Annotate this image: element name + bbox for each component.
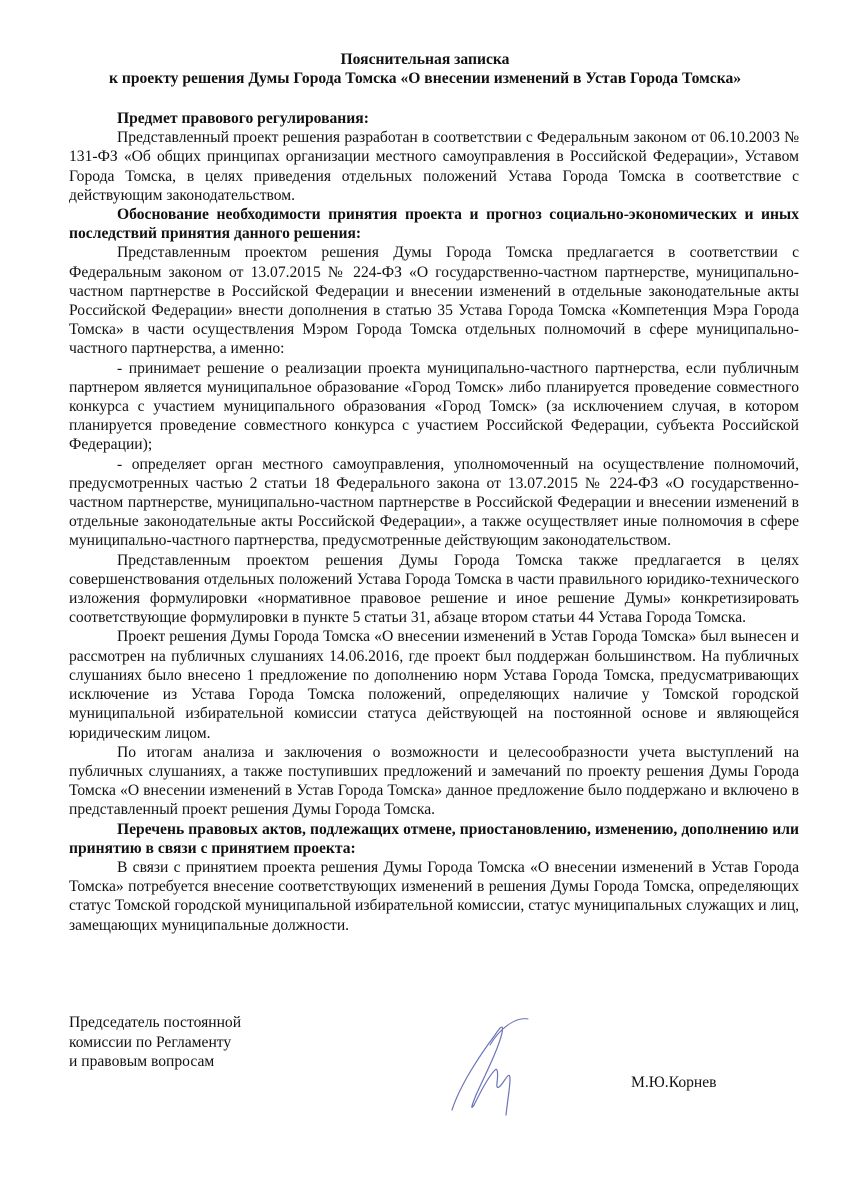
rationale-paragraph-1: Представленным проектом решения Думы Города Томска предлагается в соответствии с Федеральным законом от 13.07.2015 № 224-ФЗ «О государственно-частном партнерстве, муниципально-частном партнерстве в Российской Федерации и внесении изменений в отдельные законодательные акты Российской Федерации» внести дополнения в статью 35 Устава Города Томска «Компетенция Мэра Города Томска» в части осуществления Мэром Города Томска отдельных полномочий в сфере муниципально-частного партнерства, а именно: — [69, 244, 799, 358]
rationale-list-item-2: - определяет орган местного самоуправления, уполномоченный на осуществление полномочий, предусмотренных частью 2 статьи 18 Федерального закона от 13.07.2015 № 224-ФЗ «О государственно-частном партнерстве, муниципально-частном партнерстве в Российской Федерации и внесении изменений в отдельные законодательные акты Российской Федерации», а также осуществляет иные полномочия в сфере муниципально-частного партнерства, предусмотренные действующим законодательством. — [69, 455, 799, 550]
title-line-2: к проекту решения Думы Города Томска «О внесении изменений в Устав Города Томска» — [108, 70, 742, 87]
signatory-name: М.Ю.Корнев — [631, 1074, 717, 1091]
rationale-paragraph-4: По итогам анализа и заключения о возможности и целесообразности учета выступлений на публичных слушаниях, а также поступивших предложений и замечаний по проекту решения Думы Города Томска «О внесении изменений в Устав Города Томска» данное предложение было поддержано и включено в представленный проект решения Думы Города Томска. — [69, 743, 799, 819]
rationale-paragraph-3: Проект решения Думы Города Томска «О внесении изменений в Устав Города Томска» был вынесен и рассмотрен на публичных слушаниях 14.06.2016, где проект был поддержан большинством. На публичных слушаниях было внесено 1 предложение по дополнению норм Устава Города Томска, предусматривающих исключение из Устава Города Томска положений, определяющих наличие у Томской городской муниципальной избирательной комиссии статуса действующей на постоянной основе и являющейся юридическим лицом. — [69, 628, 799, 742]
signature-position-line-2: комиссии по Регламенту — [69, 1033, 232, 1051]
subject-paragraph: Представленный проект решения разработан в соответствии с Федеральным законом от 06.10.2003 № 131-ФЗ «Об общих принципах организации местного самоуправления в Российской Федерации», Уставом Города Томска, в целях приведения отдельных положений Устава Города Томска в соответствие с действующим законодательством. — [69, 129, 799, 204]
rationale-paragraph-2: Представленным проектом решения Думы Города Томска также предлагается в целях совершенствования отдельных положений Устава Города Томска в части правильного юридико-технического изложения формулировки «нормативное правовое решение и иное решение Думы» конкретизировать соответствующие формулировки в пункте 5 статьи 31, абзаце втором статьи 44 Устава Города Томска. — [69, 551, 799, 627]
document-body — [69, 109, 799, 935]
rationale-heading: Обоснование необходимости принятия проекта и прогноз социально-экономических и иных последствий принятия данного решения: — [69, 206, 799, 243]
subject-heading: Предмет правового регулирования: — [117, 110, 369, 127]
acts-heading: Перечень правовых актов, подлежащих отмене, приостановлению, изменению, дополнению или принятию в связи с принятием проекта: — [69, 820, 799, 857]
signature-position-line-1: Председатель постоянной — [69, 1014, 242, 1031]
document-title — [0, 50, 850, 88]
handwritten-signature — [440, 1015, 535, 1125]
signature-block — [69, 1013, 241, 1072]
signature-position-line-3: и правовым вопросам — [69, 1053, 215, 1070]
title-line-1: Пояснительная записка — [340, 51, 510, 68]
acts-paragraph: В связи с принятием проекта решения Думы Города Томска «О внесении изменений в Устав Города Томска» потребуется внесение соответствующих изменений в решения Думы Города Томска, определяющих статус Томской городской муниципальной избирательной комиссии, статус муниципальных служащих и лиц, замещающих муниципальные должности. — [69, 858, 799, 934]
rationale-list-item-1: - принимает решение о реализации проекта муниципально-частного партнерства, если публичным партнером является муниципальное образование «Город Томск» либо планируется проведение совместного конкурса с участием муниципального образования «Город Томск» (за исключением случая, в котором планируется проведение совместного конкурса с участием Российской Федерации, субъекта Российской Федерации); — [69, 359, 799, 454]
